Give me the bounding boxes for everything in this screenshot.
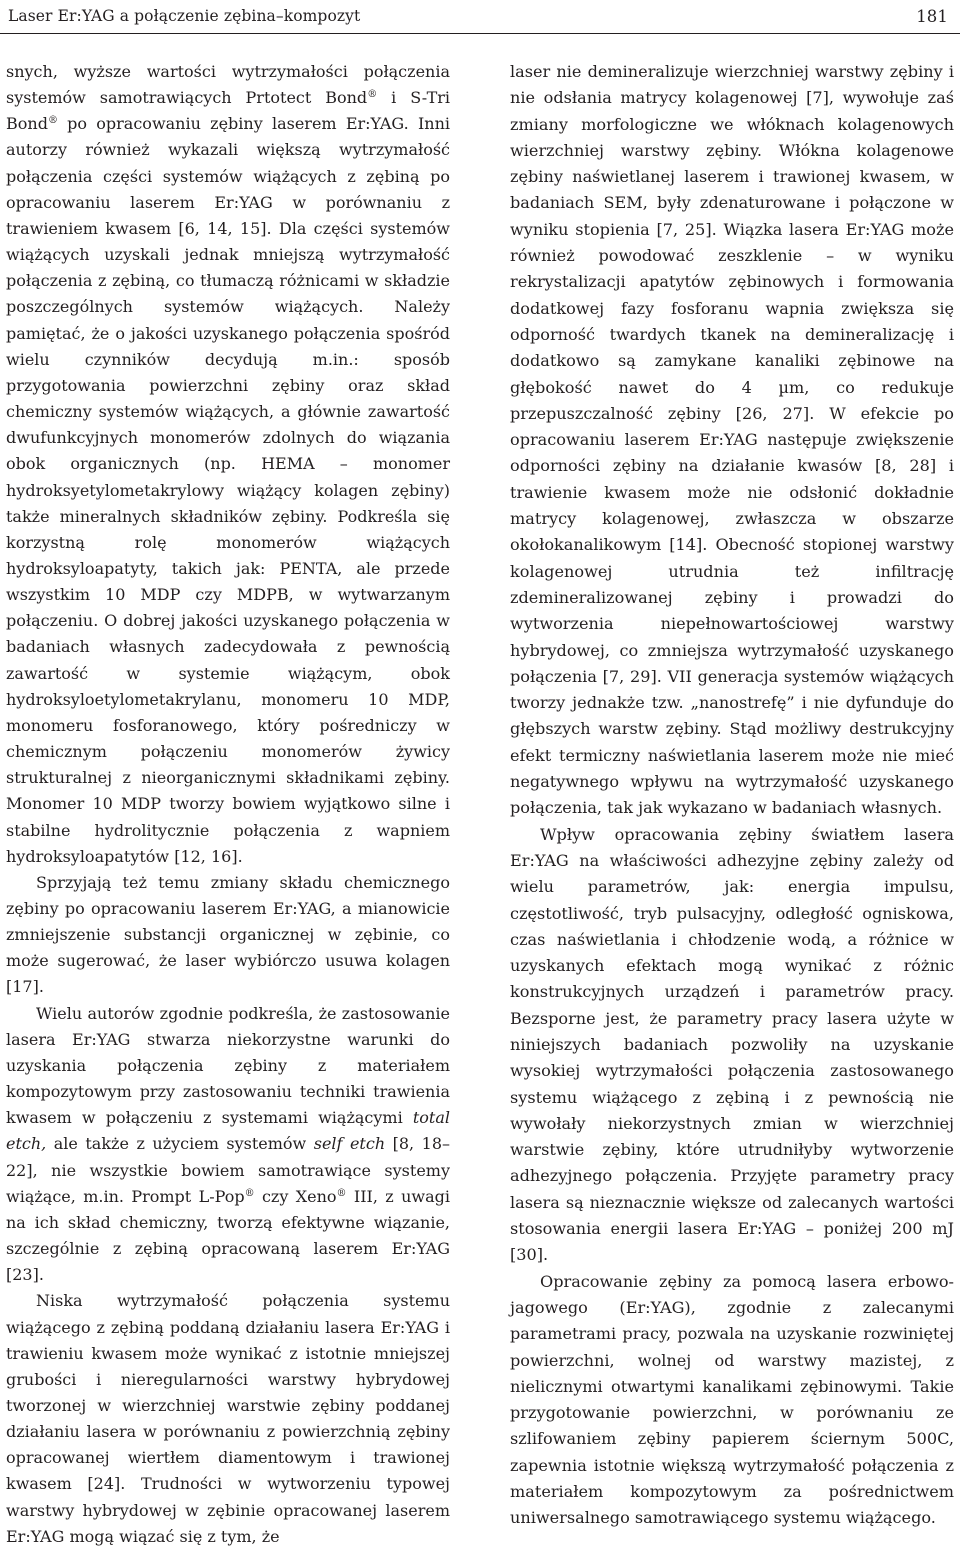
text-run: czy Xeno [254,1186,337,1206]
paragraph: Wpływ opracowania zębiny światłem lasera Er:YAG na właściwości adhezyjne zębiny zależy od wielu parametrów, jak: energia impulsu, częstotliwość, tryb pulsacyjny, odległość ogniskowa, czas naświetlania i chłodzenie wodą, a różnice w uzyskanych efektach mogą wynikać z różnic konstrukcyjnych urządzeń i parametrów pracy. Bezsporne jest, że parametry pracy lasera użyte w niniejszych badaniach pozwoliły na uzyskanie wysokiej wytrzymałości połączenia zastosowanego systemu wiążącego z zębiną i z pewnością nie wywołały niekorzystnych zmian w wierzchniej warstwie zębiny, które utrudniłyby wytworzenie adhezyjnego połączenia. Przyjęte parametry pracy lasera są nieznacznie większe od zalecanych wartości stosowania energii lasera Er:YAG – poniżej 200 mJ [30]. [510,824,954,1265]
running-head [8,0,950,32]
italic-term: self etch [313,1134,386,1154]
paragraph: Niska wytrzymałość połączenia systemu wiążącego z zębiną poddaną działaniu lasera Er:YAG i trawieniu kwasem może wynikać z istotnie mniejszej grubości i nieregularności warstwy hybrydowej tworzonej w wierzchniej warstwie zębiny poddanej działaniu lasera w porównaniu z powierzchnią zębiny opracowanej wiertłem diamentowym i trawionej kwasem [24]. Trudności w wytworzeniu typowej warstwy hybrydowej w zębinie opracowanej laserem Er:YAG mogą wiązać się z tym, że [6,1291,450,1546]
text-run: III, z uwagi na ich skład chemiczny, tworzą efektywne wiązanie, szczególnie z zębiną opracowaną laserem Er:YAG [23]. [6,1186,450,1285]
registered-mark: ® [244,1187,255,1199]
right-column [510,59,954,1532]
paragraph: Sprzyjają też temu zmiany składu chemicznego zębiny po opracowaniu laserem Er:YAG, a mianowicie zmniejszenie substancji organicznej w zębinie, co może sugerować, że laser wybiórczo usuwa kolagen [17]. [6,872,450,997]
text-run: po opracowaniu zębiny laserem Er:YAG. Inni autorzy również wykazali większą wytrzymałość połączenia części systemów wiążących z zębiną po opracowaniu laserem Er:YAG w porównaniu z trawieniem kwasem [6, 14, 15]. Dla części systemów wiążących uzyskali jednak mniejszą wytrzymałość połączenia z zębiną, co tłumaczą różnicami w składzie poszczególnych systemów wiążących. Należy pamiętać, że o jakości uzyskanego połączenia spośród wielu czynników decydują m.in.: sposób przygotowania powierzchni zębiny oraz skład chemiczny systemów wiążących, a głównie zawartość dwufunkcyjnych monomerów zdolnych do wiązania obok organicznych (np. HEMA – monomer hydroksyetylometakrylowy wiążący kolagen zębiny) także mineralnych składników zębiny. Podkreśla się korzystną rolę monomerów wiążących hydroksyloapatyty, takich jak: PENTA, ale przede wszystkim 10 MDP czy MDPB, w wytwarzanym połączeniu. O dobrej jakości uzyskanego połączenia w badaniach własnych zadecydowała z pewnością zawartość w systemie wiążącym, obok hydroksyloetylometakrylanu, monomeru 10 MDP, monomeru fosforanowego, który pośredniczy w chemicznym połączeniu monomerów żywicy strukturalnej z nieorganicznymi składnikami zębiny. Monomer 10 MDP tworzy bowiem wyjątkowo silne i stabilne hydrolitycznie połączenia z wapniem hydroksyloapatytów [12, 16]. [6,114,450,866]
text-run: ale także z użyciem systemów [46,1134,314,1154]
registered-mark: ® [367,89,378,101]
registered-mark: ® [47,115,58,127]
running-title: Laser Er:YAG a połączenie zębina–kompozyt [8,7,361,25]
paragraph: Opracowanie zębiny za pomocą lasera erbowo-jagowego (Er:YAG), zgodnie z zalecanymi parametrami pracy, pozwala na uzyskanie rozwiniętej powierzchni, wolnej od warstwy mazistej, z nielicznymi otwartymi kanalikami zębinowymi. Takie przygotowanie powierzchni, w porównaniu ze szlifowaniem zębiny papierem ściernym 500C, zapewnia istotnie większą wytrzymałość połączenia z materiałem kompozytowym za pośrednictwem uniwersalnego samotrawiącego systemu wiążącego. [510,1271,954,1528]
text-run: i S-Tri Bond [6,88,451,134]
header-rule [0,33,960,34]
text-run: Wielu autorów zgodnie podkreśla, że zastosowanie lasera Er:YAG stwarza niekorzystne warunki do uzyskania połączenia zębiny z materiałem kompozytowym przy zastosowaniu techniki trawienia kwasem w połączeniu z systemami wiążącymi [6,1003,450,1128]
paragraph [6,1001,450,1289]
text-run: [8, 18–22], nie wszystkie bowiem samotrawiące systemy wiążące, m.in. Prompt L-Pop [6,1134,450,1206]
left-column [6,59,450,1550]
paragraph: laser nie demineralizuje wierzchniej warstwy zębiny i nie odsłania matrycy kolagenowej [7], wywołuje zaś zmiany morfologiczne we włóknach kolagenowych wierzchniej warstwy zębiny. Włókna kolagenowe zębiny naświetlanej laserem i trawionej kwasem, w badaniach SEM, były zdenaturowane i połączone w wyniku stopienia [7, 25]. Wiązka lasera Er:YAG może również powodować zeszklenie – w wyniku rekrystalizacji apatytów zębinowych i formowania dodatkowej fazy fosforanu wapnia zwiększa się odporność twardych tkanek na demineralizację i dodatkowo są zamykane kanaliki zębinowe na głębokość nawet do 4 µm, co redukuje przepuszczalność zębiny [26, 27]. W efekcie po opracowaniu laserem Er:YAG następuje zwiększenie odporności zębiny na działanie kwasów [8, 28] i trawienie kwasem może nie odsłonić dokładnie matrycy kolagenowej, zwłaszcza w obszarze okołokanalikowym [14]. Obecność stopionej warstwy kolagenowej utrudnia też infiltrację zdemineralizowanej zębiny i prowadzi do wytworzenia niepełnowartościowej warstwy hybrydowej, co zmniejsza wytrzymałość uzyskanego połączenia [7, 29]. VII generacja systemów wiążących tworzy jednakże tzw. „nanostrefę” i nie dyfunduje do głębszych warstw zębiny. Stąd możliwy destrukcyjny efekt termiczny naświetlania laserem może nie mieć negatywnego wpływu na wytrzymałość uzyskanego połączenia, tak jak wykazano w badaniach własnych. [510,62,954,818]
italic-term: total etch, [6,1108,450,1154]
text-run: snych, wyższe wartości wytrzymałości połączenia systemów samotrawiących Prtotect Bond [6,62,450,108]
page-number: 181 [916,6,948,26]
paragraph [6,59,450,870]
registered-mark: ® [336,1187,347,1199]
